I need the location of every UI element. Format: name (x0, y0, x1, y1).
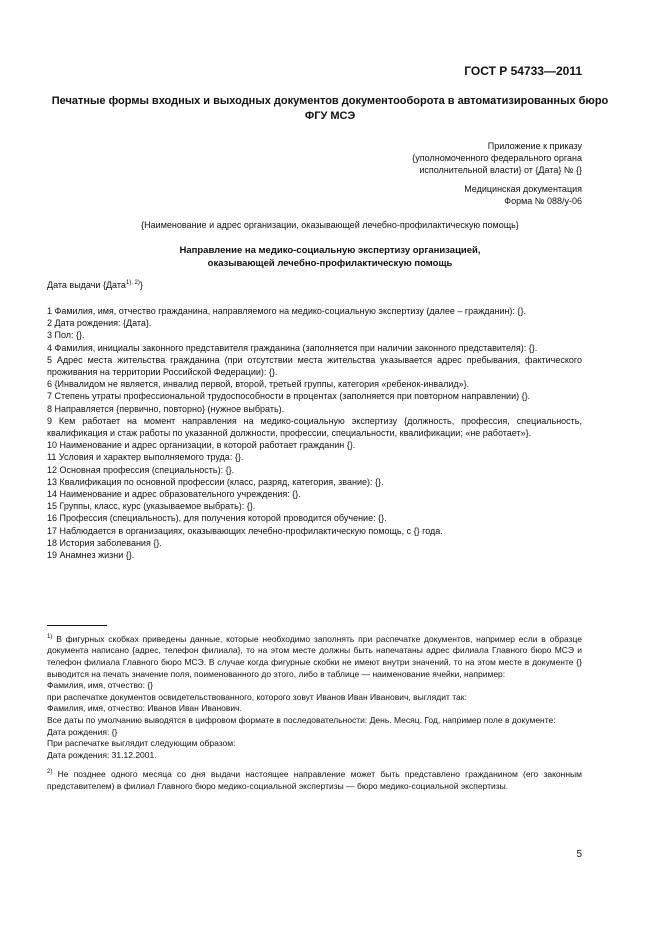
footnote-dates: Все даты по умолчанию выводятся в цифровом формате в последовательности: День. Месяц. Год, например поле в документе: (47, 714, 556, 725)
form-item: 1 Фамилия, имя, отчество гражданина, направляемого на медико-социальную экспертизу (далее – гражданин): {}. (47, 306, 526, 316)
medical-line: Форма № 088/у-06 (504, 196, 582, 206)
footnote-example: Дата рождения: 31.12.2001. (47, 749, 157, 760)
form-items (47, 305, 582, 561)
footnote-example: При распечатке выглядит следующим образом: (47, 738, 236, 749)
form-item: 18 История заболевания {}. (47, 537, 162, 548)
form-item: 8 Направляется {первично, повторно} (нужное выбрать). (47, 403, 285, 414)
appendix-line: Приложение к приказу (487, 141, 582, 151)
form-item: 4 Фамилия, инициалы законного представителя гражданина (заполняется при наличии законного представителя): {}. (47, 342, 538, 353)
issue-date-label: Дата выдачи {Дата (47, 280, 126, 290)
direction-title-line: оказывающей лечебно-профилактическую помощь (207, 258, 453, 269)
footnote-2 (47, 767, 582, 792)
footnote-example: при распечатке документов освидетельствованного, которого зовут Иванов Иван Иванович, выглядит так: (47, 691, 467, 702)
footnote-2-text: Не позднее одного месяца со дня выдачи настоящее направление может быть представлено гражданином (его законным представителем) в филиал Главного бюро медико-социальной экспертизы — бюро медико-социальной экспертизы. (47, 769, 582, 791)
footnotes (47, 632, 582, 792)
medical-line: Медицинская документация (464, 184, 582, 194)
issue-date (47, 280, 143, 290)
direction-title (40, 244, 620, 270)
issue-date-tail: } (139, 280, 143, 290)
form-item: 15 Группы, класс, курс (указываемое выбрать): {}. (47, 501, 256, 512)
form-item: 14 Наименование и адрес образовательного учреждения: {}. (47, 489, 301, 500)
footnote-1 (47, 632, 582, 680)
form-item: 5 Адрес места жительства гражданина (при отсутствии места жительства указывается адрес пребывания, фактического проживания на территории Российской Федерации): {}. (47, 354, 582, 378)
form-item: 10 Наименование и адрес организации, в которой работает гражданин {}. (47, 440, 356, 451)
medical-form-reference (464, 183, 582, 207)
appendix-line: {уполномоченного федерального органа (412, 153, 582, 163)
page-title: Печатные формы входных и выходных документов документооборота в автоматизированных бюро ФГУ МСЭ (51, 95, 609, 122)
organization-name: {Наименование и адрес организации, оказывающей лечебно-профилактическую помощь} (141, 220, 519, 230)
page-number: 5 (576, 849, 582, 860)
form-item: 13 Квалификация по основной профессии (класс, разряд, категория, звание): {}. (47, 476, 384, 487)
footnote-1-text: В фигурных скобках приведены данные, которые необходимо заполнять при распечатке документов, например если в образце документа написано {адрес, телефон филиала}, то на этом месте должны быть напечатаны адрес филиала Главного бюро МСЭ и телефон филиала Главного бюро МСЭ. В случае когда фигурные скобки не имеют внутри значений, то на этом месте в документе {} выводится на печать значение поля, поименованного до этого, либо в таблице — наименование ячейки, например: (47, 633, 582, 679)
form-item: 7 Степень утраты профессиональной трудоспособности в процентах (заполняется при повторном направлении) {}. (47, 391, 531, 402)
form-item: 17 Наблюдается в организациях, оказывающих лечебно-профилактическую помощь, с {} года. (47, 525, 443, 536)
form-item: 12 Основная профессия (специальность): {}. (47, 464, 235, 475)
standard-number: ГОСТ Р 54733—2011 (464, 64, 582, 78)
appendix-reference (412, 140, 582, 176)
form-item: 19 Анамнез жизни {}. (47, 550, 135, 561)
form-item: 6 {Инвалидом не является, инвалид первой, второй, третьей группы, категория «ребенок-инвалид»}. (47, 379, 470, 390)
form-item: 9 Кем работает на момент направления на медико-социальную экспертизу {должность, профессия, специальность, квалификация и стаж работы по указанной должности, профессии, специальности, квалификации; «не работает»}. (47, 415, 582, 439)
direction-title-line: Направление на медико-социальную экспертизу организацией, (179, 245, 481, 256)
form-item: 2 Дата рождения: {Дата}. (47, 318, 152, 329)
footnote-2-mark: 2) (47, 769, 53, 776)
footnote-1-mark: 1) (47, 634, 53, 640)
form-item: 3 Пол: {}. (47, 330, 85, 341)
footnote-divider (47, 625, 107, 626)
footnote-example: Фамилия, имя, отчество: Иванов Иван Иванович. (47, 703, 242, 714)
form-item: 11 Условия и характер выполняемого труда: {}. (47, 452, 244, 463)
footnote-example: Фамилия, имя, отчество: {} (47, 680, 154, 691)
form-item: 16 Профессия (специальность), для получения которой проводится обучение: {}. (47, 513, 387, 524)
footnote-example: Дата рождения: {} (47, 726, 118, 737)
appendix-line: исполнительной власти} от {Дата} № {} (419, 165, 582, 175)
issue-date-footnote-mark: 1), 2) (125, 280, 140, 286)
